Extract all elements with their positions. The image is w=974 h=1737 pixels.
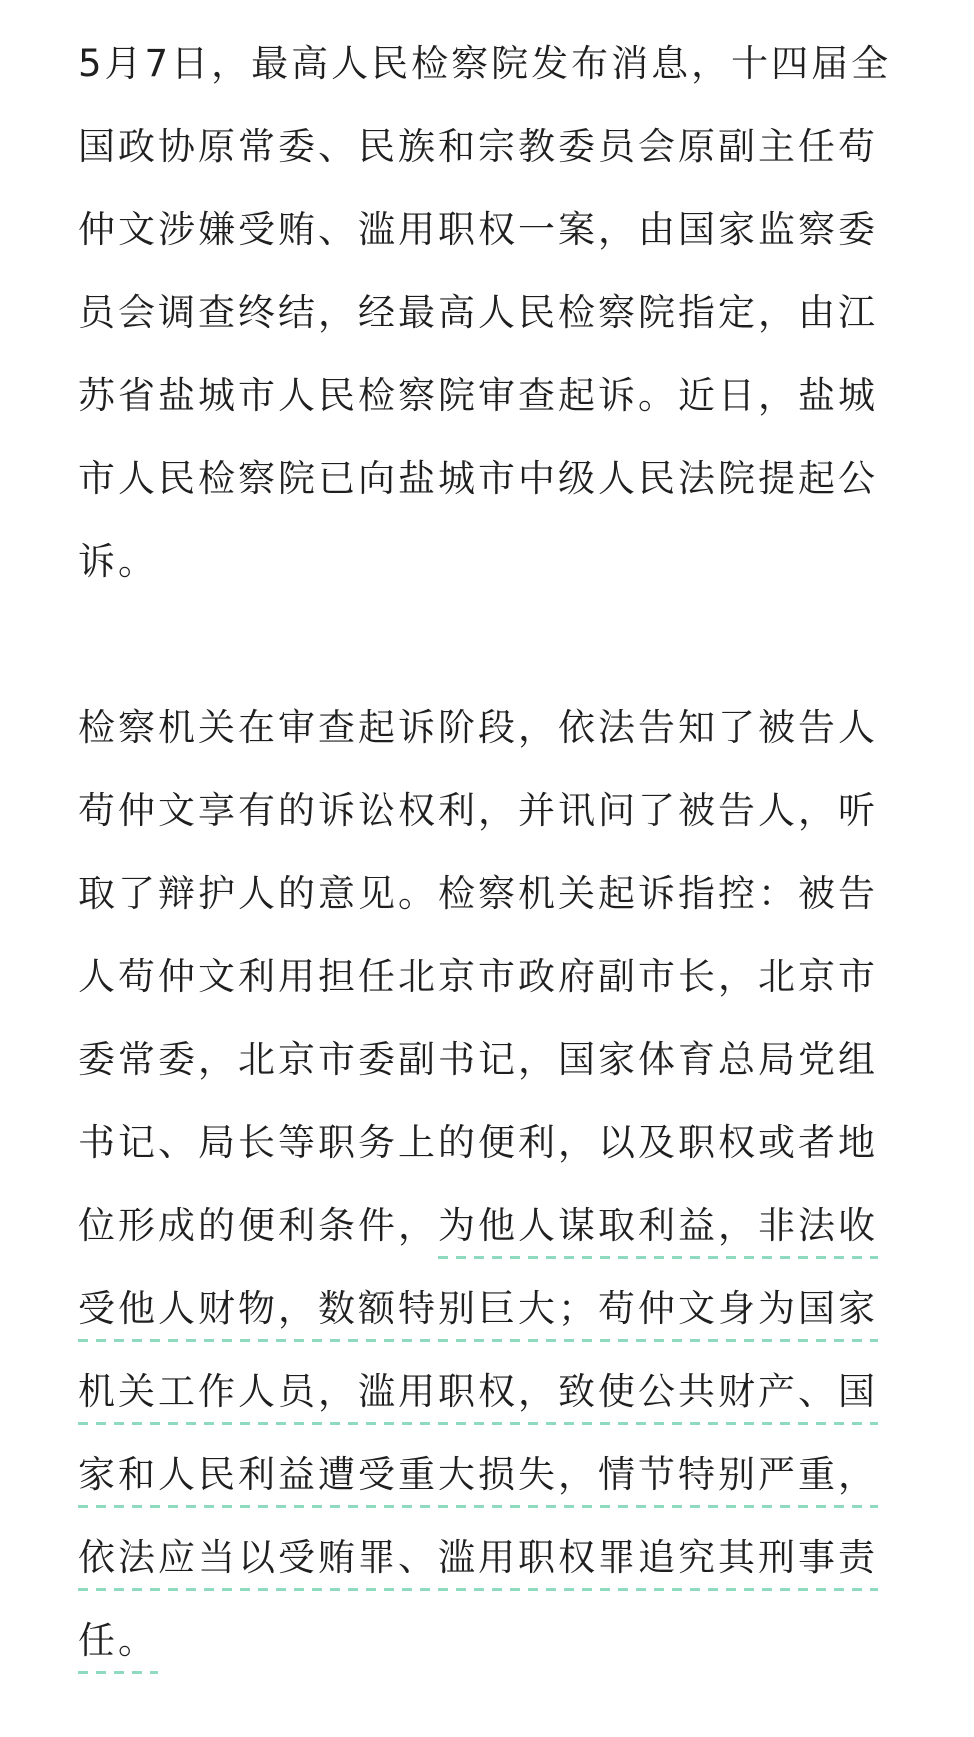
- indictment-text: 检察机关在审查起诉阶段，依法告知了被告人苟仲文享有的诉讼权利，并讯问了被告人，听取了辩护人的意见。检察机关起诉指控：被告人苟仲文利用担任北京市政府副市长，北京市委常委，北京市委副书记，国家体育总局党组书记、局长等职务上的便利，以及职权或者地位形成的便利条件，: [78, 706, 878, 1247]
- paragraph-announcement: 5月7日，最高人民检察院发布消息，十四届全国政协原常委、民族和宗教委员会原副主任苟仲文涉嫌受贿、滥用职权一案，由国家监察委员会调查终结，经最高人民检察院指定，由江苏省盐城市人民检察院审查起诉。近日，盐城市人民检察院已向盐城市中级人民法院提起公诉。: [78, 42, 892, 583]
- article-body: [78, 22, 898, 1682]
- paragraph-indictment: [78, 686, 898, 1682]
- highlighted-passage[interactable]: 为他人谋取利益，非法收受他人财物，数额特别巨大；苟仲文身为国家机关工作人员，滥用职权，致使公共财产、国家和人民利益遭受重大损失，情节特别严重，依法应当以受贿罪、滥用职权罪追究其刑事责任。: [78, 1204, 878, 1674]
